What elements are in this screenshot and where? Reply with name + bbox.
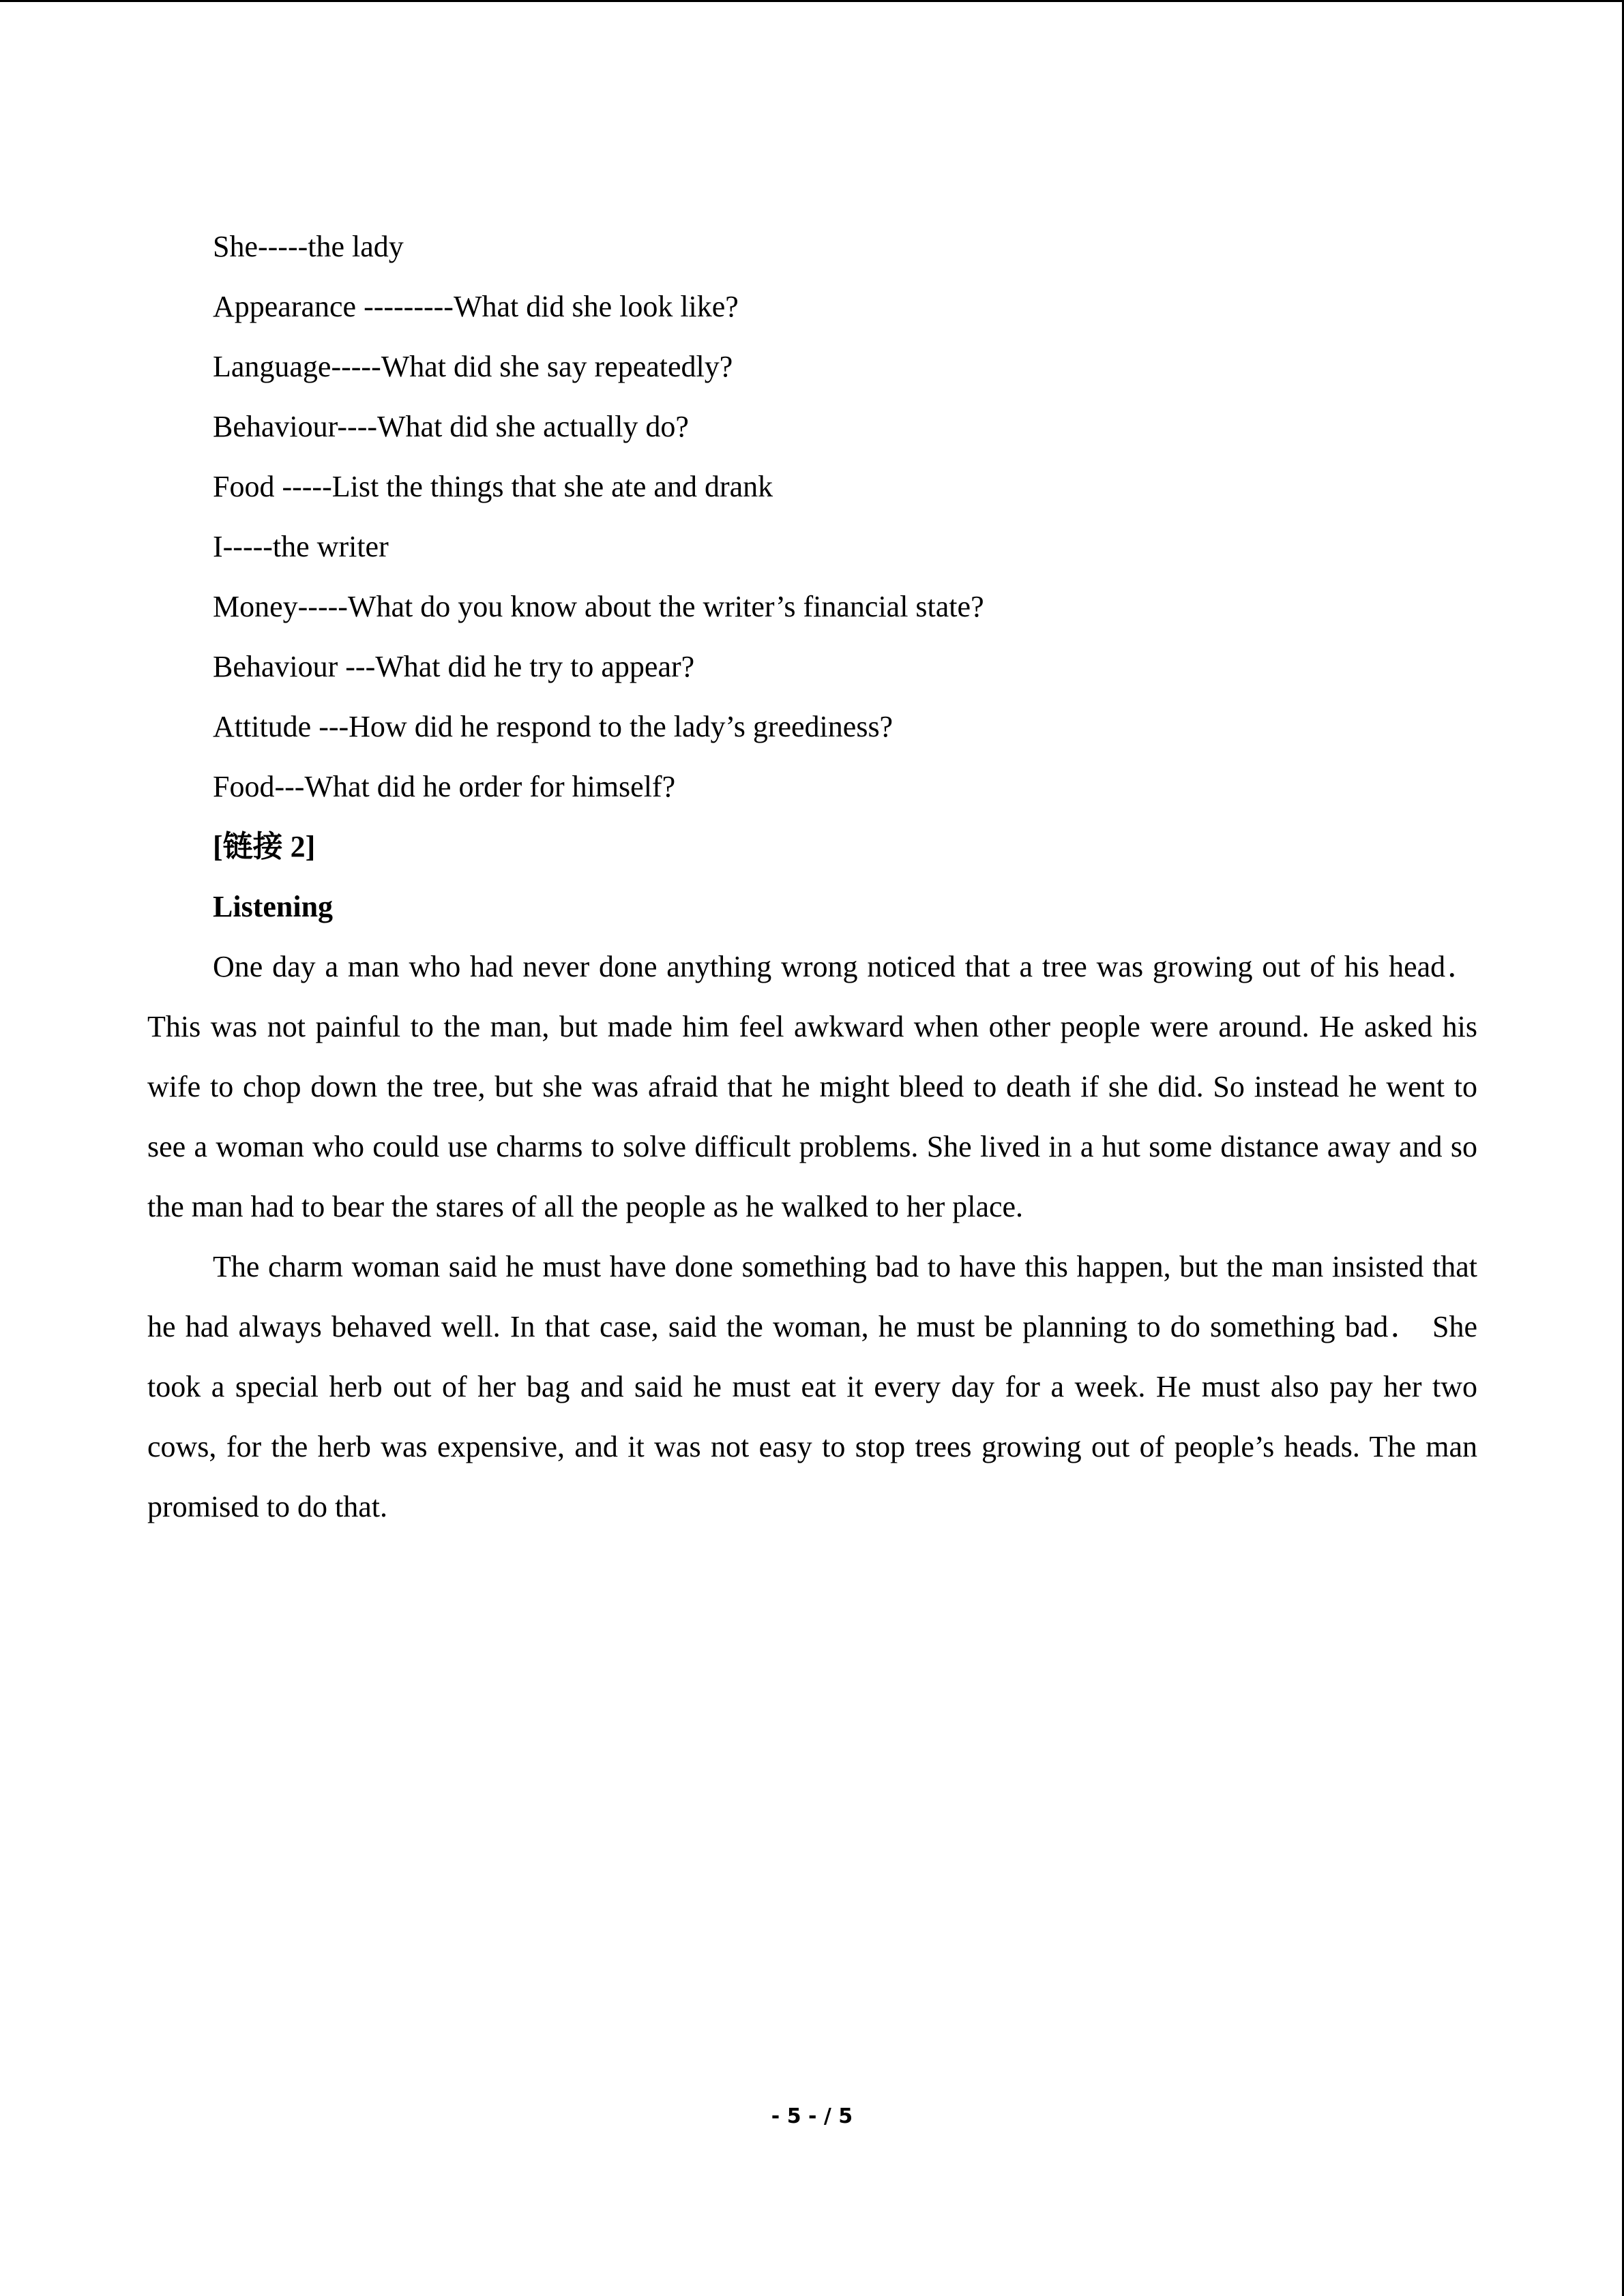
section-heading: Listening [213, 890, 334, 923]
link-heading: [链接 2] [213, 830, 316, 863]
outline-line: Appearance ---------What did she look like? [213, 290, 739, 323]
outline-line: Behaviour----What did she actually do? [213, 410, 689, 443]
outline-line: Money-----What do you know about the writer’s financial state? [213, 590, 984, 623]
page-number: - 5 - / 5 [771, 2104, 853, 2128]
outline-line: Language-----What did she say repeatedly? [213, 350, 733, 383]
outline-line: Food---What did he order for himself? [213, 770, 676, 803]
outline-line: Food -----List the things that she ate and drank [213, 470, 773, 503]
story-paragraph-2: The charm woman said he must have done something bad to have this happen, but the man insisted that he had always behaved well. In that case, said the woman, he must be planning to do something bad． She took a special herb out of her bag and said he must eat it every day for a week. He must also pay her two cows, for the herb was expensive, and it was not easy to stop trees growing out of people’s heads. The man promised to do that. [147, 1250, 1477, 1523]
outline-line: I-----the writer [213, 530, 389, 563]
outline-line: She-----the lady [213, 230, 404, 263]
page-content [147, 217, 1477, 1537]
outline-line: Behaviour ---What did he try to appear? [213, 650, 695, 683]
story-paragraph-1: One day a man who had never done anything wrong noticed that a tree was growing out of his head． This was not painful to the man, but made him feel awkward when other people were around. He asked his wife to chop down the tree, but she was afraid that he might bleed to death if she did. So instead he went to see a woman who could use charms to solve difficult problems. She lived in a hut some distance away and so the man had to bear the stares of all the people as he walked to her place. [147, 950, 1477, 1223]
outline-line: Attitude ---How did he respond to the lady’s greediness? [213, 710, 894, 743]
